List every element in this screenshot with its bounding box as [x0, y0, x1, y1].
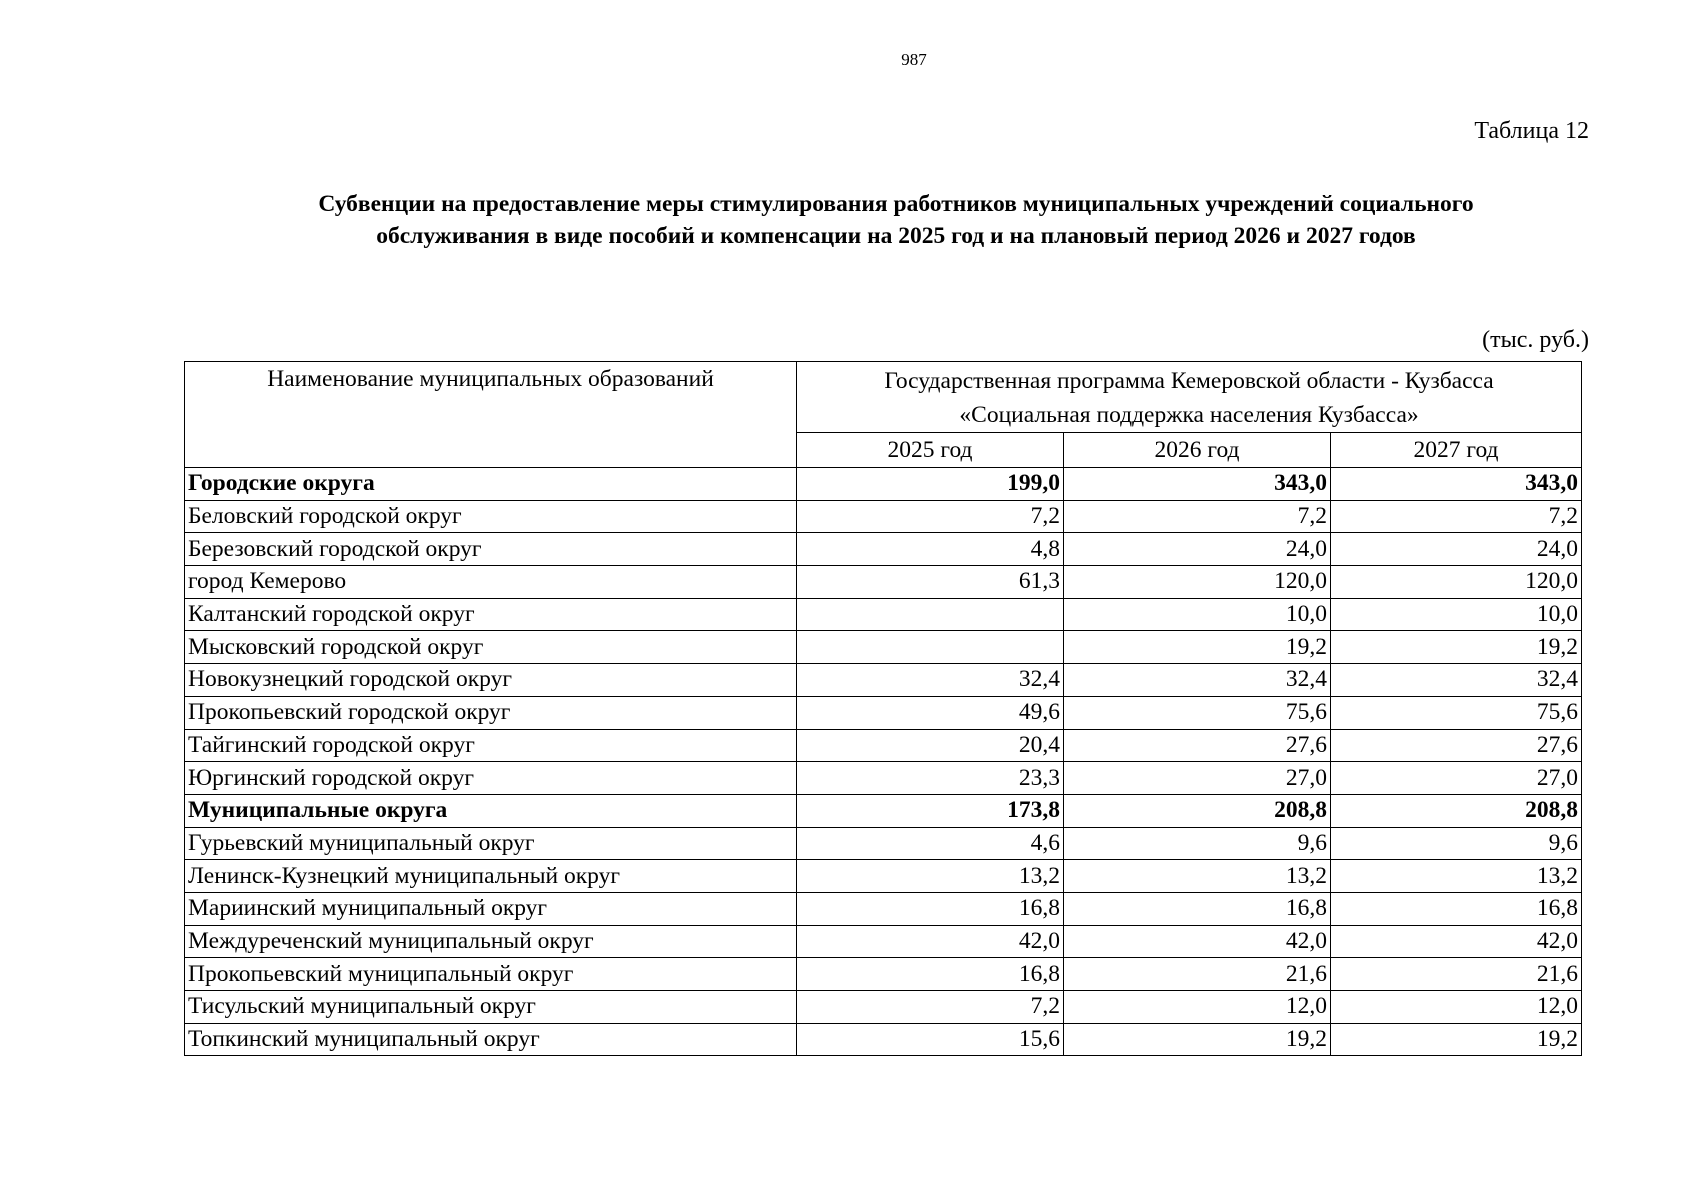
- value-2026-cell: 32,4: [1064, 664, 1331, 697]
- value-2026-cell: 9,6: [1064, 827, 1331, 860]
- table-row: [185, 1023, 1582, 1056]
- value-2026-cell: 19,2: [1064, 631, 1331, 664]
- year-header-2026: 2026 год: [1064, 433, 1331, 468]
- municipality-name-cell: Юргинский городской округ: [185, 762, 797, 795]
- value-2027-cell: 24,0: [1331, 533, 1582, 566]
- value-2027-cell: 120,0: [1331, 566, 1582, 599]
- municipality-name-cell: Муниципальные округа: [185, 794, 797, 827]
- value-2026-cell: 13,2: [1064, 860, 1331, 893]
- municipality-name-cell: Гурьевский муниципальный округ: [185, 827, 797, 860]
- value-2025-cell: 199,0: [797, 468, 1064, 501]
- value-2027-cell: 16,8: [1331, 892, 1582, 925]
- value-2026-cell: 12,0: [1064, 991, 1331, 1024]
- value-2026-cell: 27,0: [1064, 762, 1331, 795]
- table-body: [185, 468, 1582, 1056]
- value-2025-cell: 7,2: [797, 991, 1064, 1024]
- value-2026-cell: 120,0: [1064, 566, 1331, 599]
- value-2027-cell: 12,0: [1331, 991, 1582, 1024]
- program-header: [797, 362, 1582, 433]
- value-2025-cell: 42,0: [797, 925, 1064, 958]
- title-line-2: обслуживания в виде пособий и компенсации на 2025 год и на плановый период 2026 и 2027 годов: [376, 223, 1416, 249]
- municipality-name-cell: город Кемерово: [185, 566, 797, 599]
- table-row: [185, 892, 1582, 925]
- value-2027-cell: 9,6: [1331, 827, 1582, 860]
- value-2026-cell: 27,6: [1064, 729, 1331, 762]
- table-row: [185, 991, 1582, 1024]
- municipality-name-cell: Городские округа: [185, 468, 797, 501]
- page-number: 987: [901, 50, 927, 69]
- table-header: [185, 362, 1582, 468]
- value-2025-cell: 16,8: [797, 958, 1064, 991]
- year-header-2027: 2027 год: [1331, 433, 1582, 468]
- municipality-name-cell: Прокопьевский городской округ: [185, 696, 797, 729]
- table-row: [185, 500, 1582, 533]
- value-2026-cell: 42,0: [1064, 925, 1331, 958]
- table-row: [185, 729, 1582, 762]
- value-2025-cell: 4,6: [797, 827, 1064, 860]
- value-2025-cell: 61,3: [797, 566, 1064, 599]
- value-2025-cell: 20,4: [797, 729, 1064, 762]
- value-2026-cell: 19,2: [1064, 1023, 1331, 1056]
- value-2026-cell: 16,8: [1064, 892, 1331, 925]
- table-row: [185, 533, 1582, 566]
- municipality-name-cell: Ленинск-Кузнецкий муниципальный округ: [185, 860, 797, 893]
- table-row: [185, 566, 1582, 599]
- value-2026-cell: 75,6: [1064, 696, 1331, 729]
- value-2027-cell: 10,0: [1331, 598, 1582, 631]
- year-header-2025: 2025 год: [797, 433, 1064, 468]
- value-2025-cell: 13,2: [797, 860, 1064, 893]
- municipality-name-cell: Мариинский муниципальный округ: [185, 892, 797, 925]
- value-2025-cell: [797, 631, 1064, 664]
- value-2027-cell: 7,2: [1331, 500, 1582, 533]
- value-2027-cell: 32,4: [1331, 664, 1582, 697]
- table-caption: Таблица 12: [1474, 118, 1589, 144]
- municipality-name-cell: Калтанский городской округ: [185, 598, 797, 631]
- program-header-line-1: Государственная программа Кемеровской области - Кузбасса: [884, 368, 1494, 394]
- municipality-name-header: Наименование муниципальных образований: [185, 362, 797, 468]
- value-2025-cell: 4,8: [797, 533, 1064, 566]
- value-2026-cell: 7,2: [1064, 500, 1331, 533]
- value-2025-cell: 16,8: [797, 892, 1064, 925]
- value-2027-cell: 27,0: [1331, 762, 1582, 795]
- value-2027-cell: 75,6: [1331, 696, 1582, 729]
- value-2027-cell: 21,6: [1331, 958, 1582, 991]
- municipality-name-cell: Топкинский муниципальный округ: [185, 1023, 797, 1056]
- table-row: [185, 925, 1582, 958]
- value-2027-cell: 343,0: [1331, 468, 1582, 501]
- value-2027-cell: 19,2: [1331, 1023, 1582, 1056]
- program-header-line-2: «Социальная поддержка населения Кузбасса»: [959, 402, 1419, 428]
- table-row: [185, 762, 1582, 795]
- municipality-name-cell: Прокопьевский муниципальный округ: [185, 958, 797, 991]
- value-2027-cell: 19,2: [1331, 631, 1582, 664]
- value-2025-cell: 32,4: [797, 664, 1064, 697]
- value-2025-cell: 23,3: [797, 762, 1064, 795]
- table-row: [185, 598, 1582, 631]
- value-2025-cell: 173,8: [797, 794, 1064, 827]
- value-2027-cell: 27,6: [1331, 729, 1582, 762]
- title-line-1: Субвенции на предоставление меры стимулирования работников муниципальных учреждений социального: [318, 191, 1474, 217]
- table-row: [185, 958, 1582, 991]
- value-2026-cell: 21,6: [1064, 958, 1331, 991]
- value-2027-cell: 42,0: [1331, 925, 1582, 958]
- units-label: (тыс. руб.): [1482, 327, 1589, 353]
- value-2026-cell: 208,8: [1064, 794, 1331, 827]
- table-row: [185, 860, 1582, 893]
- table-row: [185, 631, 1582, 664]
- municipality-name-cell: Мысковский городской округ: [185, 631, 797, 664]
- municipality-name-cell: Беловский городской округ: [185, 500, 797, 533]
- municipality-name-cell: Тайгинский городской округ: [185, 729, 797, 762]
- value-2026-cell: 343,0: [1064, 468, 1331, 501]
- value-2025-cell: 15,6: [797, 1023, 1064, 1056]
- value-2025-cell: 49,6: [797, 696, 1064, 729]
- value-2025-cell: 7,2: [797, 500, 1064, 533]
- municipality-name-cell: Березовский городской округ: [185, 533, 797, 566]
- value-2025-cell: [797, 598, 1064, 631]
- value-2027-cell: 13,2: [1331, 860, 1582, 893]
- table-row: [185, 664, 1582, 697]
- table-row: [185, 696, 1582, 729]
- municipality-name-cell: Междуреченский муниципальный округ: [185, 925, 797, 958]
- table-group-row: [185, 468, 1582, 501]
- value-2026-cell: 10,0: [1064, 598, 1331, 631]
- table-group-row: [185, 794, 1582, 827]
- table-row: [185, 827, 1582, 860]
- municipality-name-cell: Тисульский муниципальный округ: [185, 991, 797, 1024]
- subvention-table: [184, 361, 1582, 1056]
- value-2026-cell: 24,0: [1064, 533, 1331, 566]
- value-2027-cell: 208,8: [1331, 794, 1582, 827]
- municipality-name-cell: Новокузнецкий городской округ: [185, 664, 797, 697]
- document-title: [160, 188, 1632, 252]
